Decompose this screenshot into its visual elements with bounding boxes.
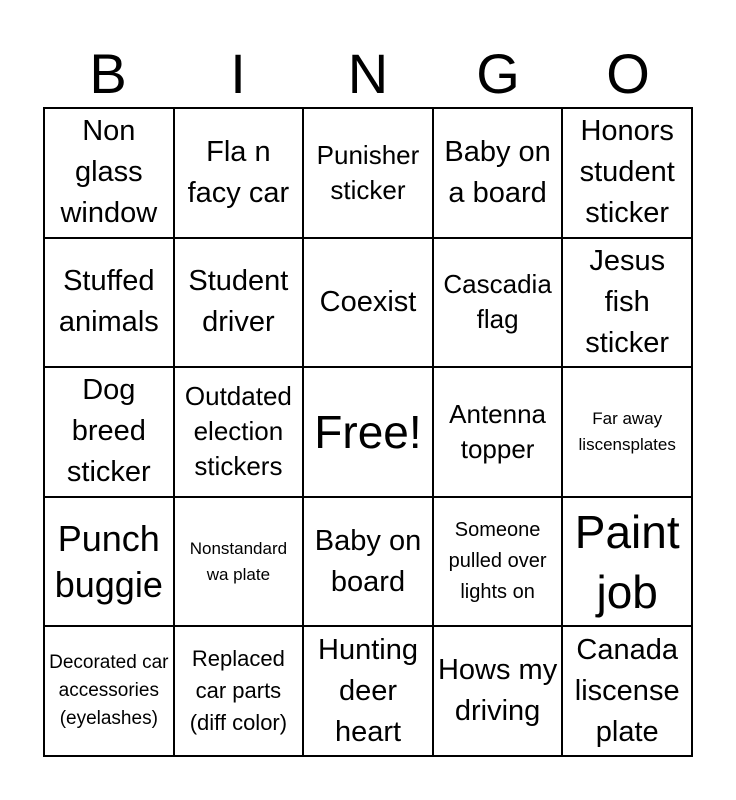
cell-label: Hows my driving [437, 654, 558, 728]
bingo-cell[interactable] [44, 367, 174, 497]
cell-label: Replaced car parts (diff color) [189, 646, 288, 736]
cell-label: Coexist [319, 285, 417, 318]
cell-label: Baby on a board [444, 135, 551, 209]
cell-label: Outdated election stickers [184, 381, 292, 482]
bingo-header [43, 40, 693, 108]
bingo-cell[interactable] [44, 626, 174, 756]
bingo-cell[interactable] [562, 367, 692, 497]
bingo-cell[interactable] [303, 108, 433, 238]
bingo-cell[interactable] [303, 238, 433, 368]
cell-label: Honors student sticker [579, 115, 675, 230]
header-letter-g: G [476, 42, 520, 105]
header-letter-i: I [230, 42, 246, 105]
bingo-cell[interactable] [433, 367, 563, 497]
cell-label: Nonstandard wa plate [189, 538, 288, 584]
bingo-cell[interactable] [433, 238, 563, 368]
bingo-cell[interactable] [303, 626, 433, 756]
bingo-cell-free[interactable] [303, 367, 433, 497]
cell-label: Jesus fish sticker [585, 244, 670, 359]
cell-label: Cascadia flag [443, 269, 552, 335]
cell-label: Fla n facy car [187, 135, 290, 209]
bingo-cell[interactable] [174, 626, 304, 756]
cell-label: Paint job [574, 505, 680, 618]
bingo-cell[interactable] [174, 367, 304, 497]
cell-label: Dog breed sticker [66, 374, 151, 489]
cell-label: Punch buggie [54, 517, 163, 605]
bingo-cell[interactable] [174, 497, 304, 627]
cell-label: Baby on board [314, 524, 422, 598]
cell-label: Student driver [188, 265, 289, 339]
bingo-cell[interactable] [433, 497, 563, 627]
cell-label: Far away liscensplates [578, 408, 676, 454]
free-space-label: Free! [314, 405, 422, 458]
bingo-cell[interactable] [562, 108, 692, 238]
bingo-cell[interactable] [44, 238, 174, 368]
bingo-cell[interactable] [174, 108, 304, 238]
bingo-cell[interactable] [44, 108, 174, 238]
bingo-cell[interactable] [433, 108, 563, 238]
cell-label: Canada liscense plate [574, 633, 680, 748]
bingo-cell[interactable] [433, 626, 563, 756]
cell-label: Antenna topper [449, 398, 547, 464]
bingo-cell[interactable] [562, 238, 692, 368]
bingo-cell[interactable] [44, 497, 174, 627]
cell-label: Hunting deer heart [318, 633, 418, 748]
bingo-cell[interactable] [562, 626, 692, 756]
header-letter-n: N [347, 42, 389, 105]
bingo-cell[interactable] [303, 497, 433, 627]
bingo-cell[interactable] [174, 238, 304, 368]
bingo-card [43, 107, 693, 757]
header-letter-o: O [606, 42, 650, 105]
cell-label: Stuffed animals [58, 265, 159, 339]
cell-label: Punisher sticker [316, 139, 420, 205]
bingo-cell[interactable] [562, 497, 692, 627]
cell-label: Someone pulled over lights on [448, 519, 547, 604]
cell-label: Decorated car accessories (eyelashes) [49, 652, 169, 730]
header-letter-b: B [89, 42, 127, 105]
cell-label: Non glass window [60, 115, 158, 230]
